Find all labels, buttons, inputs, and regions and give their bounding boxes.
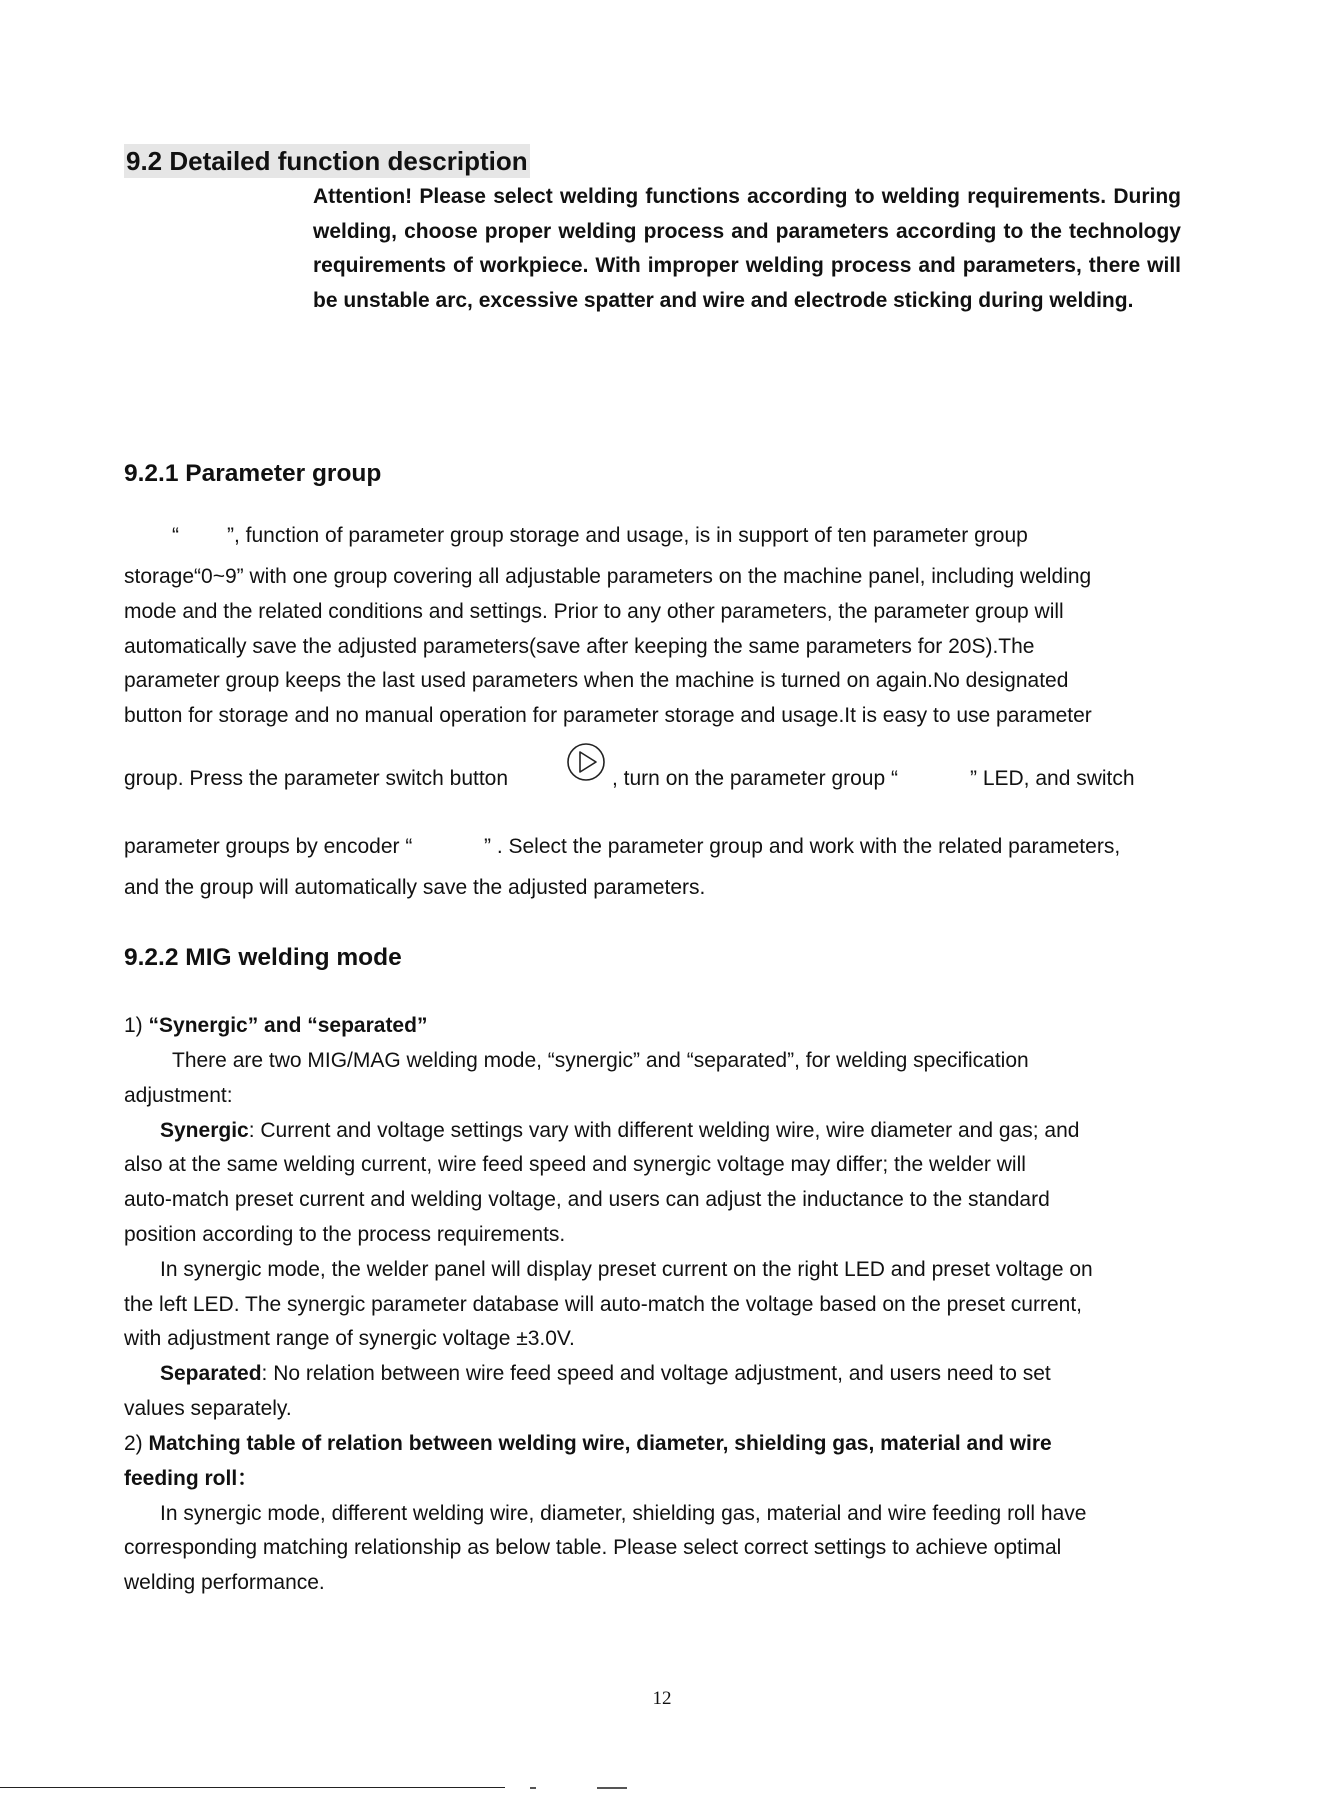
param-line-5: parameter group keeps the last used parameters when the machine is turned on again.No designated bbox=[124, 669, 1069, 692]
synergic-line-3: auto-match preset current and welding voltage, and users can adjust the inductance to the standard bbox=[124, 1188, 1050, 1211]
param-line-4: automatically save the adjusted parameters(save after keeping the same parameters for 20S).The bbox=[124, 635, 1035, 658]
matching-line-3: welding performance. bbox=[124, 1571, 325, 1594]
param-line-7c: ” LED, and switch bbox=[970, 767, 1135, 790]
separated-line-2: values separately. bbox=[124, 1397, 292, 1420]
heading-mig-welding-mode: 9.2.2 MIG welding mode bbox=[124, 944, 402, 971]
param-line-1-quote: “ bbox=[172, 524, 179, 547]
synergic-mode-line-1: In synergic mode, the welder panel will display preset current on the right LED and preset voltage on bbox=[160, 1258, 1093, 1281]
mig-intro-line-1: There are two MIG/MAG welding mode, “synergic” and “separated”, for welding specification bbox=[172, 1049, 1029, 1072]
separated-line-1: Separated: No relation between wire feed speed and voltage adjustment, and users need to set bbox=[160, 1362, 1051, 1385]
footer-mark bbox=[530, 1787, 536, 1789]
subheading-matching-table-cont: feeding roll： bbox=[124, 1467, 259, 1490]
subheading-matching-table: 2) Matching table of relation between welding wire, diameter, shielding gas, material and wire bbox=[124, 1432, 1052, 1455]
attention-notice: Attention! Please select welding functions according to welding requirements. During welding, choose proper welding process and parameters according to the technology requirements of workpiece. With improper welding process and parameters, there will be unstable arc, excessive spatter and wire and electrode sticking during welding. bbox=[313, 185, 1181, 312]
matching-line-2: corresponding matching relationship as below table. Please select correct settings to achieve optimal bbox=[124, 1536, 1062, 1559]
synergic-line-4: position according to the process requirements. bbox=[124, 1223, 566, 1246]
synergic-line-2: also at the same welding current, wire feed speed and synergic voltage may differ; the welder will bbox=[124, 1153, 1026, 1176]
matching-line-1: In synergic mode, different welding wire, diameter, shielding gas, material and wire feeding roll have bbox=[160, 1502, 1087, 1525]
param-line-7b: , turn on the parameter group “ bbox=[612, 767, 898, 790]
param-line-1: ”, function of parameter group storage and usage, is in support of ten parameter group bbox=[227, 524, 1028, 547]
page-number: 12 bbox=[652, 1688, 672, 1709]
param-line-2: storage“0~9” with one group covering all adjustable parameters on the machine panel, including welding bbox=[124, 565, 1092, 588]
param-line-8b: ” . Select the parameter group and work with the related parameters, bbox=[484, 835, 1121, 858]
section-title: 9.2 Detailed function description bbox=[126, 146, 528, 176]
param-line-6: button for storage and no manual operation for parameter storage and usage.It is easy to use parameter bbox=[124, 704, 1092, 727]
param-line-9: and the group will automatically save the adjusted parameters. bbox=[124, 876, 706, 899]
param-line-8a: parameter groups by encoder “ bbox=[124, 835, 413, 858]
synergic-mode-line-3: with adjustment range of synergic voltage ±3.0V. bbox=[124, 1327, 575, 1350]
mig-intro-line-2: adjustment: bbox=[124, 1084, 233, 1107]
subheading-synergic-separated: 1) “Synergic” and “separated” bbox=[124, 1014, 428, 1037]
footer-rule bbox=[0, 1787, 505, 1788]
footer-mark bbox=[597, 1787, 627, 1789]
synergic-mode-line-2: the left LED. The synergic parameter database will auto-match the voltage based on the preset current, bbox=[124, 1293, 1082, 1316]
param-line-7a: group. Press the parameter switch button bbox=[124, 767, 509, 790]
synergic-line-1: Synergic: Current and voltage settings vary with different welding wire, wire diameter and gas; and bbox=[160, 1119, 1080, 1142]
parameter-switch-button-icon bbox=[566, 742, 606, 782]
heading-parameter-group: 9.2.1 Parameter group bbox=[124, 460, 382, 487]
param-line-3: mode and the related conditions and settings. Prior to any other parameters, the parameter group will bbox=[124, 600, 1064, 623]
